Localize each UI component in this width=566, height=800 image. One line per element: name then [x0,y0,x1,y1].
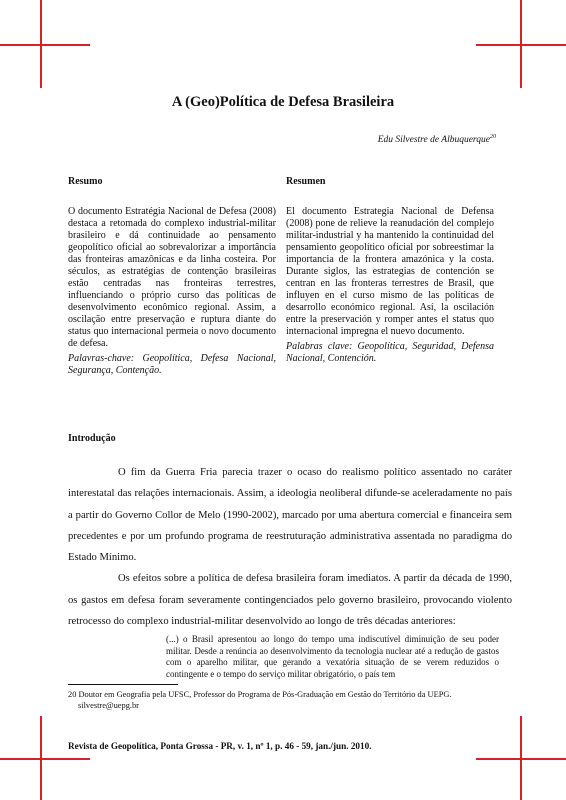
resumo-keywords: Palavras-chave: Geopolítica, Defesa Nacional, Segurança, Contenção. [68,353,276,376]
footnote-line-1: 20 Doutor em Geografia pela UFSC, Professor do Programa de Pós-Graduação em Gestão do Território da UEPG. [68,690,452,699]
resumo-heading: Resumo [68,176,103,187]
resumen-column [286,206,494,365]
resumen-keywords: Palabras clave: Geopolítica, Seguridad, Defensa Nacional, Contención. [286,341,494,364]
footnote [68,689,508,711]
block-quote: (...) o Brasil apresentou ao longo do tempo uma indiscutível diminuição de seu poder militar. Desde a renúncia ao desenvolvimento da tecnologia nuclear até a redução de gastos com o aparelho militar, que gerando a vexatória situação de se verem reduzidos o contingente e o tempo do serviço militar obrigatório, o país tem [166,634,499,679]
journal-footer: Revista de Geopolítica, Ponta Grossa - PR, v. 1, nº 1, p. 46 - 59, jan./jun. 2010. [68,741,372,751]
crop-mark-bottom-left-h [0,758,90,760]
intro-paragraph-1: O fim da Guerra Fria parecia trazer o ocaso do realismo político assentado no caráter interestatal das relações internacionais. Assim, a ideologia neoliberal difunde-se aceleradamente no país a partir do Governo Collor de Melo (1990-2002), marcado por uma abertura comercial e financeira sem precedentes e por um profundo programa de reestruturação administrativa assentada no paradigma do Estado Mínimo. [68,467,512,564]
resumo-column [68,206,276,377]
crop-mark-top-left-h [0,44,90,46]
intro-paragraph-2: Os efeitos sobre a política de defesa brasileira foram imediatos. A partir da década de 1990, os gastos em defesa foram severamente contingenciados pelo governo brasileiro, provocando violento retrocesso do complexo industrial-militar desenvolvido ao longo de três décadas anteriores: [68,573,512,628]
resumen-heading: Resumen [286,176,326,187]
author-name: Edu Silvestre de Albuquerque [377,135,490,146]
crop-mark-bottom-right-h [476,758,566,760]
page-title: A (Geo)Política de Defesa Brasileira [171,94,395,110]
author-line [378,134,496,145]
author-footnote-marker: 20 [490,134,496,140]
intro-heading: Introdução [68,433,116,444]
resumen-text: El documento Estrategia Nacional de Defensa (2008) pone de relieve la reanudación del complejo militar-industrial y ha mantenido la continuidad del pensamiento geopolítico oficial por sobreestimar la importancia de la frontera amazónica y la costa. Durante siglos, las estrategias de contención se centran en las fronteras terrestres de Brasil, que influyen en el curso mismo de las políticas de desarrollo económico regional. Así, la oscilación entre la preservación y romper antes el status quo internacional impregna el nuevo documento. [286,206,494,337]
footnote-email: silvestre@uepg.br [78,701,139,710]
resumo-text: O documento Estratégia Nacional de Defesa (2008) destaca a retomada do complexo industrial-militar brasileiro e dá continuidade ao pensamento geopolítico oficial ao sobrevalorizar a importância das fronteiras amazônicas e da linha costeira. Por séculos, as estratégias de contenção brasileiras estão centradas nas fronteiras terrestres, influenciando o próprio curso das políticas de desenvolvimento econômico regional. Assim, a oscilação entre preservação e ruptura diante do status quo internacional permeia o novo documento de defesa. [68,206,276,349]
footnote-rule [68,684,178,685]
intro-body [68,462,512,632]
crop-mark-top-right-h [476,44,566,46]
